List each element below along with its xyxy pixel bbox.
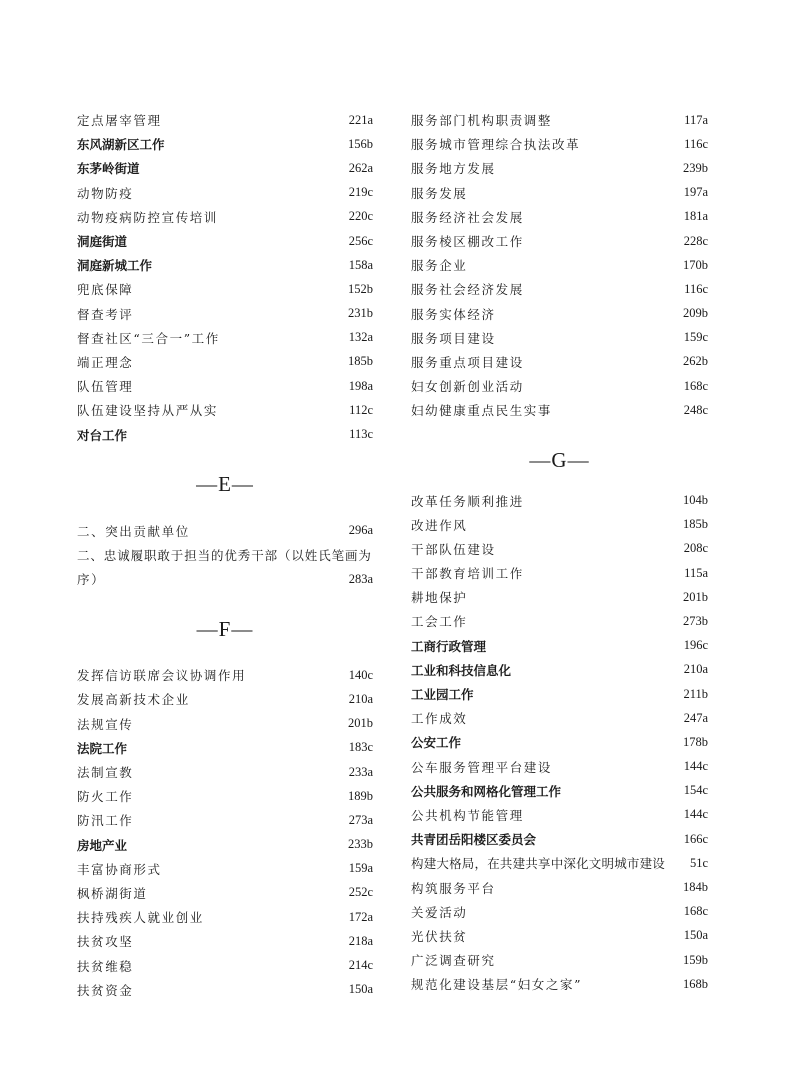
- entry-title: 妇女创新创业活动: [411, 379, 524, 395]
- entry-title: 洞庭新城工作: [77, 258, 153, 274]
- entry-page: 283a: [348, 571, 373, 586]
- entry-page: 181a: [683, 209, 708, 224]
- index-group-d: [77, 108, 373, 447]
- entry-page: 144c: [683, 807, 708, 822]
- entry-page: 262a: [348, 160, 373, 175]
- entry-title: 妇幼健康重点民生实事: [411, 403, 553, 419]
- entry-title: 工业园工作: [411, 687, 474, 703]
- entry-title-continued: 序）: [77, 572, 106, 588]
- index-entry: [411, 682, 708, 706]
- entry-page: 113c: [349, 427, 373, 442]
- entry-title: 公安工作: [411, 735, 462, 751]
- entry-page: 211b: [683, 686, 708, 701]
- entry-page: 116c: [684, 281, 708, 296]
- index-entry: [411, 108, 708, 132]
- section-header-e: —E—: [196, 472, 254, 497]
- entry-page: 210a: [683, 662, 708, 677]
- index-entry: [411, 972, 708, 996]
- entry-page: 168c: [683, 904, 708, 919]
- entry-page: 197a: [683, 185, 708, 200]
- entry-page: 273b: [683, 613, 708, 628]
- index-entry: [411, 132, 708, 156]
- entry-title: 发展高新技术企业: [77, 692, 190, 708]
- entry-page: 104b: [683, 493, 708, 508]
- entry-page: 196c: [683, 638, 708, 653]
- entry-title: 公共服务和网格化管理工作: [411, 783, 562, 799]
- index-entry: [411, 658, 708, 682]
- entry-page: 210a: [348, 691, 373, 706]
- entry-page: 220c: [348, 209, 373, 224]
- entry-page: 214c: [348, 958, 373, 973]
- entry-title: 服务社会经济发展: [411, 282, 524, 298]
- index-entry: [77, 808, 373, 832]
- entry-title: 东风湖新区工作: [77, 137, 165, 153]
- entry-title: 服务地方发展: [411, 161, 496, 177]
- entry-page: 156b: [348, 136, 373, 151]
- entry-title: 服务部门机构职责调整: [411, 113, 553, 129]
- entry-title: 洞庭街道: [77, 234, 128, 250]
- index-entry: [77, 229, 373, 253]
- index-entry: [77, 857, 373, 881]
- entry-title: 干部教育培训工作: [411, 566, 524, 582]
- index-entry: [411, 537, 708, 561]
- entry-title: 服务棱区棚改工作: [411, 234, 524, 250]
- entry-page: 239b: [683, 160, 708, 175]
- index-entry: [77, 156, 373, 180]
- entry-title: 公车服务管理平台建设: [411, 759, 553, 775]
- entry-page: 178b: [683, 734, 708, 749]
- entry-page: 262b: [683, 354, 708, 369]
- index-entry: [411, 205, 708, 229]
- index-entry: [411, 803, 708, 827]
- entry-title: 干部队伍建设: [411, 541, 496, 557]
- entry-title: 服务发展: [411, 185, 468, 201]
- entry-title: 广泛调查研究: [411, 953, 496, 969]
- entry-title: 构筑服务平台: [411, 880, 496, 896]
- entry-title: 工业和科技信息化: [411, 662, 512, 678]
- index-entry: [77, 422, 373, 446]
- entry-page: 150a: [348, 982, 373, 997]
- index-entry: [411, 561, 708, 585]
- entry-page: 208c: [683, 541, 708, 556]
- entry-page: 158a: [348, 257, 373, 272]
- entry-page: 144c: [683, 759, 708, 774]
- entry-title: 督查社区“三合一”工作: [77, 330, 220, 346]
- entry-page: 115a: [684, 565, 708, 580]
- index-entry: [411, 730, 708, 754]
- entry-title: 扶持残疾人就业创业: [77, 910, 204, 926]
- entry-page: 159c: [683, 330, 708, 345]
- index-entry-wrapped-line1: [77, 543, 373, 567]
- entry-title: 工商行政管理: [411, 638, 487, 654]
- entry-page: 218a: [348, 933, 373, 948]
- entry-page: 296a: [348, 523, 373, 538]
- entry-page: 168c: [683, 378, 708, 393]
- index-entry: [77, 374, 373, 398]
- entry-title: 房地产业: [77, 837, 128, 853]
- entry-title: 扶贫维稳: [77, 958, 134, 974]
- entry-page: 152b: [348, 281, 373, 296]
- entry-page: 185b: [683, 517, 708, 532]
- entry-page: 189b: [348, 788, 373, 803]
- entry-title: 对台工作: [77, 427, 128, 443]
- entry-title: 定点屠宰管理: [77, 113, 162, 129]
- index-entry: [77, 132, 373, 156]
- entry-title: 公共机构节能管理: [411, 807, 524, 823]
- entry-title: 动物防疫: [77, 185, 134, 201]
- index-entry: [411, 253, 708, 277]
- index-entry: [77, 398, 373, 422]
- entry-title: 改进作风: [411, 517, 468, 533]
- index-entry: [411, 277, 708, 301]
- index-entry: [77, 519, 373, 543]
- index-entry: [411, 851, 708, 875]
- entry-title: 构建大格局，在共建共享中深化文明城市建设: [411, 856, 666, 872]
- index-entry: [77, 302, 373, 326]
- index-entry: [411, 706, 708, 730]
- index-entry: [411, 585, 708, 609]
- entry-title: 共青团岳阳楼区委员会: [411, 832, 537, 848]
- entry-title: 扶贫攻坚: [77, 934, 134, 950]
- index-entry: [77, 205, 373, 229]
- entry-page: 231b: [348, 306, 373, 321]
- index-entry: [77, 833, 373, 857]
- entry-page: 198a: [348, 378, 373, 393]
- entry-page: 273a: [348, 812, 373, 827]
- index-entry: [411, 488, 708, 512]
- entry-page: 233a: [348, 764, 373, 779]
- entry-page: 256c: [348, 233, 373, 248]
- entry-page: 159a: [348, 861, 373, 876]
- entry-page: 170b: [683, 257, 708, 272]
- entry-page: 132a: [348, 330, 373, 345]
- index-entry: [77, 760, 373, 784]
- entry-title: 兜底保障: [77, 282, 134, 298]
- entry-page: 219c: [348, 185, 373, 200]
- index-entry: [411, 513, 708, 537]
- index-entry: [411, 398, 708, 422]
- entry-title: 法制宣教: [77, 765, 134, 781]
- entry-page: 209b: [683, 306, 708, 321]
- entry-title: 服务项目建设: [411, 330, 496, 346]
- index-entry: [411, 229, 708, 253]
- entry-title: 法院工作: [77, 740, 128, 756]
- entry-page: 248c: [683, 402, 708, 417]
- entry-title: 队伍管理: [77, 379, 134, 395]
- index-entry: [77, 929, 373, 953]
- index-entry: [411, 755, 708, 779]
- index-group-g: [411, 488, 708, 996]
- section-header-f: —F—: [196, 616, 254, 641]
- index-entry: [411, 350, 708, 374]
- index-entry: [77, 108, 373, 132]
- entry-page: 221a: [348, 112, 373, 127]
- index-entry: [411, 302, 708, 326]
- index-entry: [411, 181, 708, 205]
- index-entry: [411, 900, 708, 924]
- entry-title: 队伍建设坚持从严从实: [77, 403, 219, 419]
- entry-title: 工会工作: [411, 614, 468, 630]
- index-entry: [77, 326, 373, 350]
- entry-page: 168b: [683, 976, 708, 991]
- entry-page: 172a: [348, 909, 373, 924]
- entry-page: 228c: [683, 233, 708, 248]
- index-entry: [411, 156, 708, 180]
- entry-title: 丰富协商形式: [77, 861, 162, 877]
- entry-page: 184b: [683, 880, 708, 895]
- entry-title: 二、突出贡献单位: [77, 523, 190, 539]
- index-entry: [77, 687, 373, 711]
- entry-title: 法规宣传: [77, 716, 134, 732]
- index-entry: [77, 978, 373, 1002]
- index-entry: [77, 736, 373, 760]
- entry-page: 201b: [683, 589, 708, 604]
- entry-title: 规范化建设基层“妇女之家”: [411, 977, 583, 993]
- entry-title: 端正理念: [77, 354, 134, 370]
- index-entry: [411, 326, 708, 350]
- entry-title: 防火工作: [77, 789, 134, 805]
- entry-title: 督查考评: [77, 306, 134, 322]
- index-entry: [77, 277, 373, 301]
- entry-page: 233b: [348, 837, 373, 852]
- entry-title: 光伏扶贫: [411, 928, 468, 944]
- index-entry: [411, 924, 708, 948]
- entry-page: 166c: [683, 831, 708, 846]
- entry-title: 二、忠诚履职敢于担当的优秀干部（以姓氏笔画为: [77, 547, 372, 563]
- entry-title: 服务重点项目建设: [411, 354, 524, 370]
- entry-page: 159b: [683, 952, 708, 967]
- entry-page: 150a: [683, 928, 708, 943]
- index-group-f-continued: [411, 108, 708, 422]
- entry-page: 140c: [348, 667, 373, 682]
- index-entry-wrapped-line2: [77, 567, 373, 591]
- entry-title: 改革任务顺利推进: [411, 493, 524, 509]
- entry-page: 154c: [683, 783, 708, 798]
- entry-title: 关爱活动: [411, 904, 468, 920]
- index-entry: [411, 779, 708, 803]
- entry-page: 112c: [349, 402, 373, 417]
- entry-page: 252c: [348, 885, 373, 900]
- index-entry: [77, 253, 373, 277]
- index-entry: [411, 827, 708, 851]
- entry-title: 服务经济社会发展: [411, 209, 524, 225]
- index-entry: [77, 905, 373, 929]
- entry-title: 服务企业: [411, 258, 468, 274]
- entry-title: 枫桥湖街道: [77, 885, 148, 901]
- entry-title: 扶贫资金: [77, 982, 134, 998]
- entry-title: 防汛工作: [77, 813, 134, 829]
- entry-title: 耕地保护: [411, 590, 468, 606]
- index-entry: [77, 881, 373, 905]
- entry-page: 116c: [684, 136, 708, 151]
- entry-page: 201b: [348, 716, 373, 731]
- index-entry: [77, 181, 373, 205]
- index-column-right: [411, 108, 708, 996]
- entry-title: 发挥信访联席会议协调作用: [77, 668, 247, 684]
- entry-page: 247a: [683, 710, 708, 725]
- entry-title: 东茅岭街道: [77, 161, 140, 177]
- index-group-f: [77, 663, 373, 1002]
- index-entry: [77, 712, 373, 736]
- index-entry: [411, 875, 708, 899]
- index-entry: [411, 634, 708, 658]
- index-entry: [77, 663, 373, 687]
- entry-title: 工作成效: [411, 711, 468, 727]
- index-entry: [77, 350, 373, 374]
- entry-title: 服务实体经济: [411, 306, 496, 322]
- index-column-left: [77, 108, 373, 1002]
- index-entry: [411, 609, 708, 633]
- entry-page: 183c: [348, 740, 373, 755]
- index-entry: [411, 948, 708, 972]
- index-entry: [77, 784, 373, 808]
- index-entry: [411, 374, 708, 398]
- entry-page: 51c: [689, 855, 708, 870]
- entry-page: 185b: [348, 354, 373, 369]
- entry-title: 动物疫病防控宣传培训: [77, 209, 219, 225]
- section-header-g: —G—: [529, 447, 590, 472]
- index-entry: [77, 953, 373, 977]
- entry-title: 服务城市管理综合执法改革: [411, 137, 581, 153]
- entry-page: 117a: [684, 112, 708, 127]
